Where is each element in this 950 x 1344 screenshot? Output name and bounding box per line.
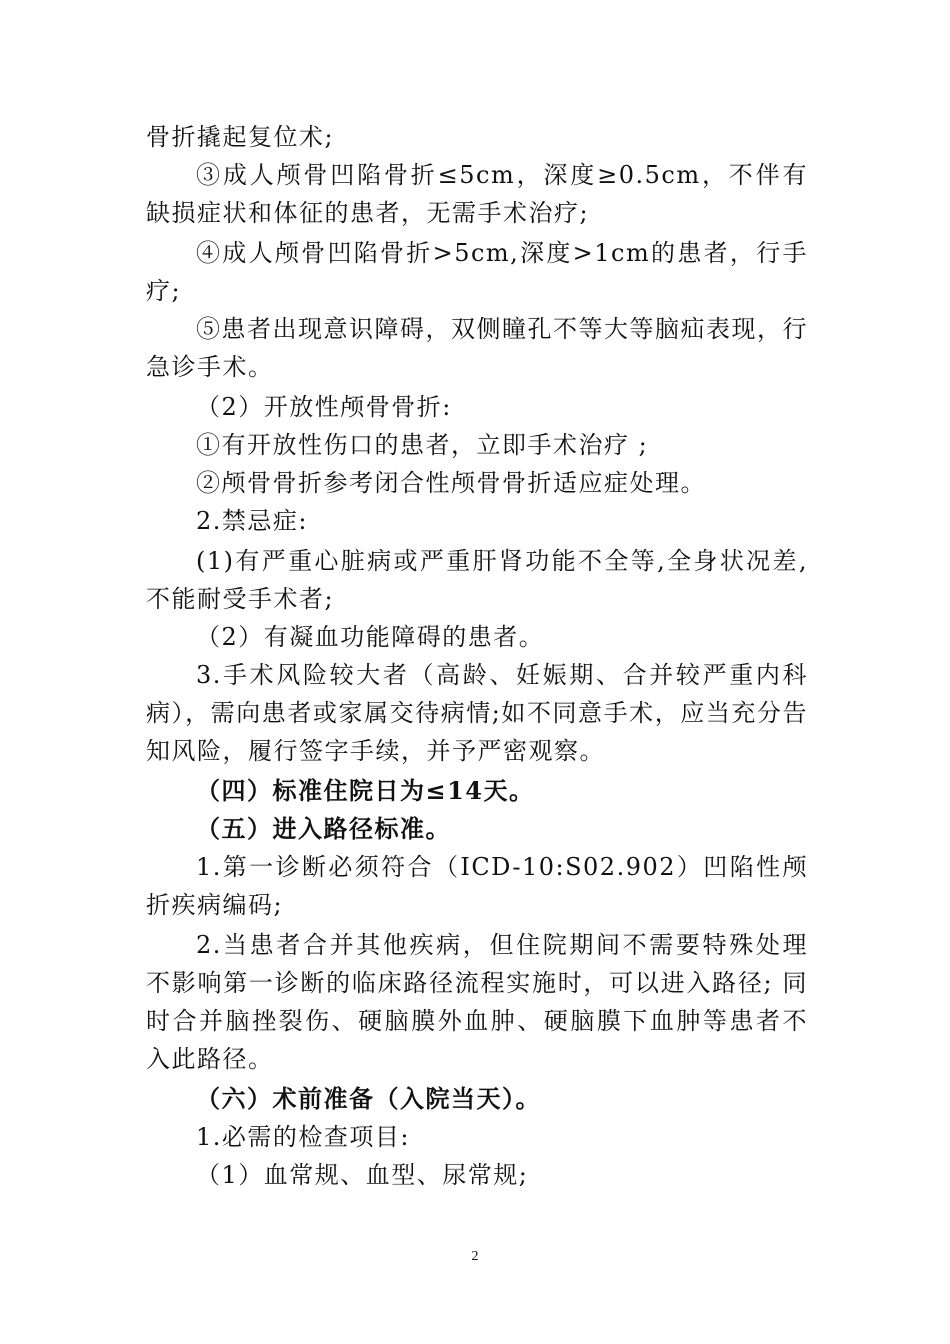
text-line: 3.手术风险较大者（高龄、妊娠期、合并较严重内科 bbox=[196, 661, 808, 689]
text-line: 知风险，履行签字手续，并予严密观察。 bbox=[146, 737, 605, 765]
text-line: ⑤患者出现意识障碍，双侧瞳孔不等大等脑疝表现，行 bbox=[196, 315, 808, 343]
text-line: 急诊手术。 bbox=[146, 353, 274, 381]
section-heading: 1.必需的检查项目: bbox=[196, 1123, 410, 1151]
text-line: 时合并脑挫裂伤、硬脑膜外血肿、硬脑膜下血肿等患者不 bbox=[146, 1007, 808, 1035]
section-heading: （五）进入路径标准。 bbox=[196, 814, 451, 843]
text-line: 病），需向患者或家属交待病情;如不同意手术，应当充分告 bbox=[146, 699, 808, 727]
text-line: 入此路径。 bbox=[146, 1045, 274, 1073]
text-line: ③成人颅骨凹陷骨折≤5cm，深度≥0.5cm，不伴有 bbox=[196, 161, 808, 189]
text-line: 疗; bbox=[146, 277, 182, 305]
page-number: 2 bbox=[471, 1249, 479, 1264]
text-line: 2.当患者合并其他疾病，但住院期间不需要特殊处理 bbox=[196, 931, 808, 959]
text-line: 折疾病编码; bbox=[146, 891, 284, 919]
text-line: （1）血常规、血型、尿常规; bbox=[196, 1161, 529, 1189]
section-heading: （六）术前准备（入院当天）。 bbox=[196, 1084, 541, 1113]
text-line: 骨折撬起复位术; bbox=[146, 123, 335, 151]
section-heading: （2）开放性颅骨骨折: bbox=[196, 393, 452, 421]
text-line: 缺损症状和体征的患者，无需手术治疗; bbox=[146, 199, 590, 227]
text-line: （2）有凝血功能障碍的患者。 bbox=[196, 623, 545, 651]
section-heading: 2.禁忌症: bbox=[196, 507, 308, 535]
text-line: 不能耐受手术者; bbox=[146, 585, 335, 613]
text-line: ④成人颅骨凹陷骨折>5cm,深度>1cm的患者，行手 bbox=[196, 239, 808, 267]
text-line: ②颅骨骨折参考闭合性颅骨骨折适应症处理。 bbox=[196, 469, 706, 497]
text-line: ①有开放性伤口的患者，立即手术治疗 ; bbox=[196, 431, 649, 459]
text-line: 1.第一诊断必须符合（ICD-10:S02.902）凹陷性颅 bbox=[196, 853, 808, 881]
text-line: (1)有严重心脏病或严重肝肾功能不全等,全身状况差, bbox=[196, 547, 808, 575]
text-line: 不影响第一诊断的临床路径流程实施时，可以进入路径; 同 bbox=[146, 969, 808, 997]
section-heading: （四）标准住院日为≤14天。 bbox=[196, 776, 535, 805]
